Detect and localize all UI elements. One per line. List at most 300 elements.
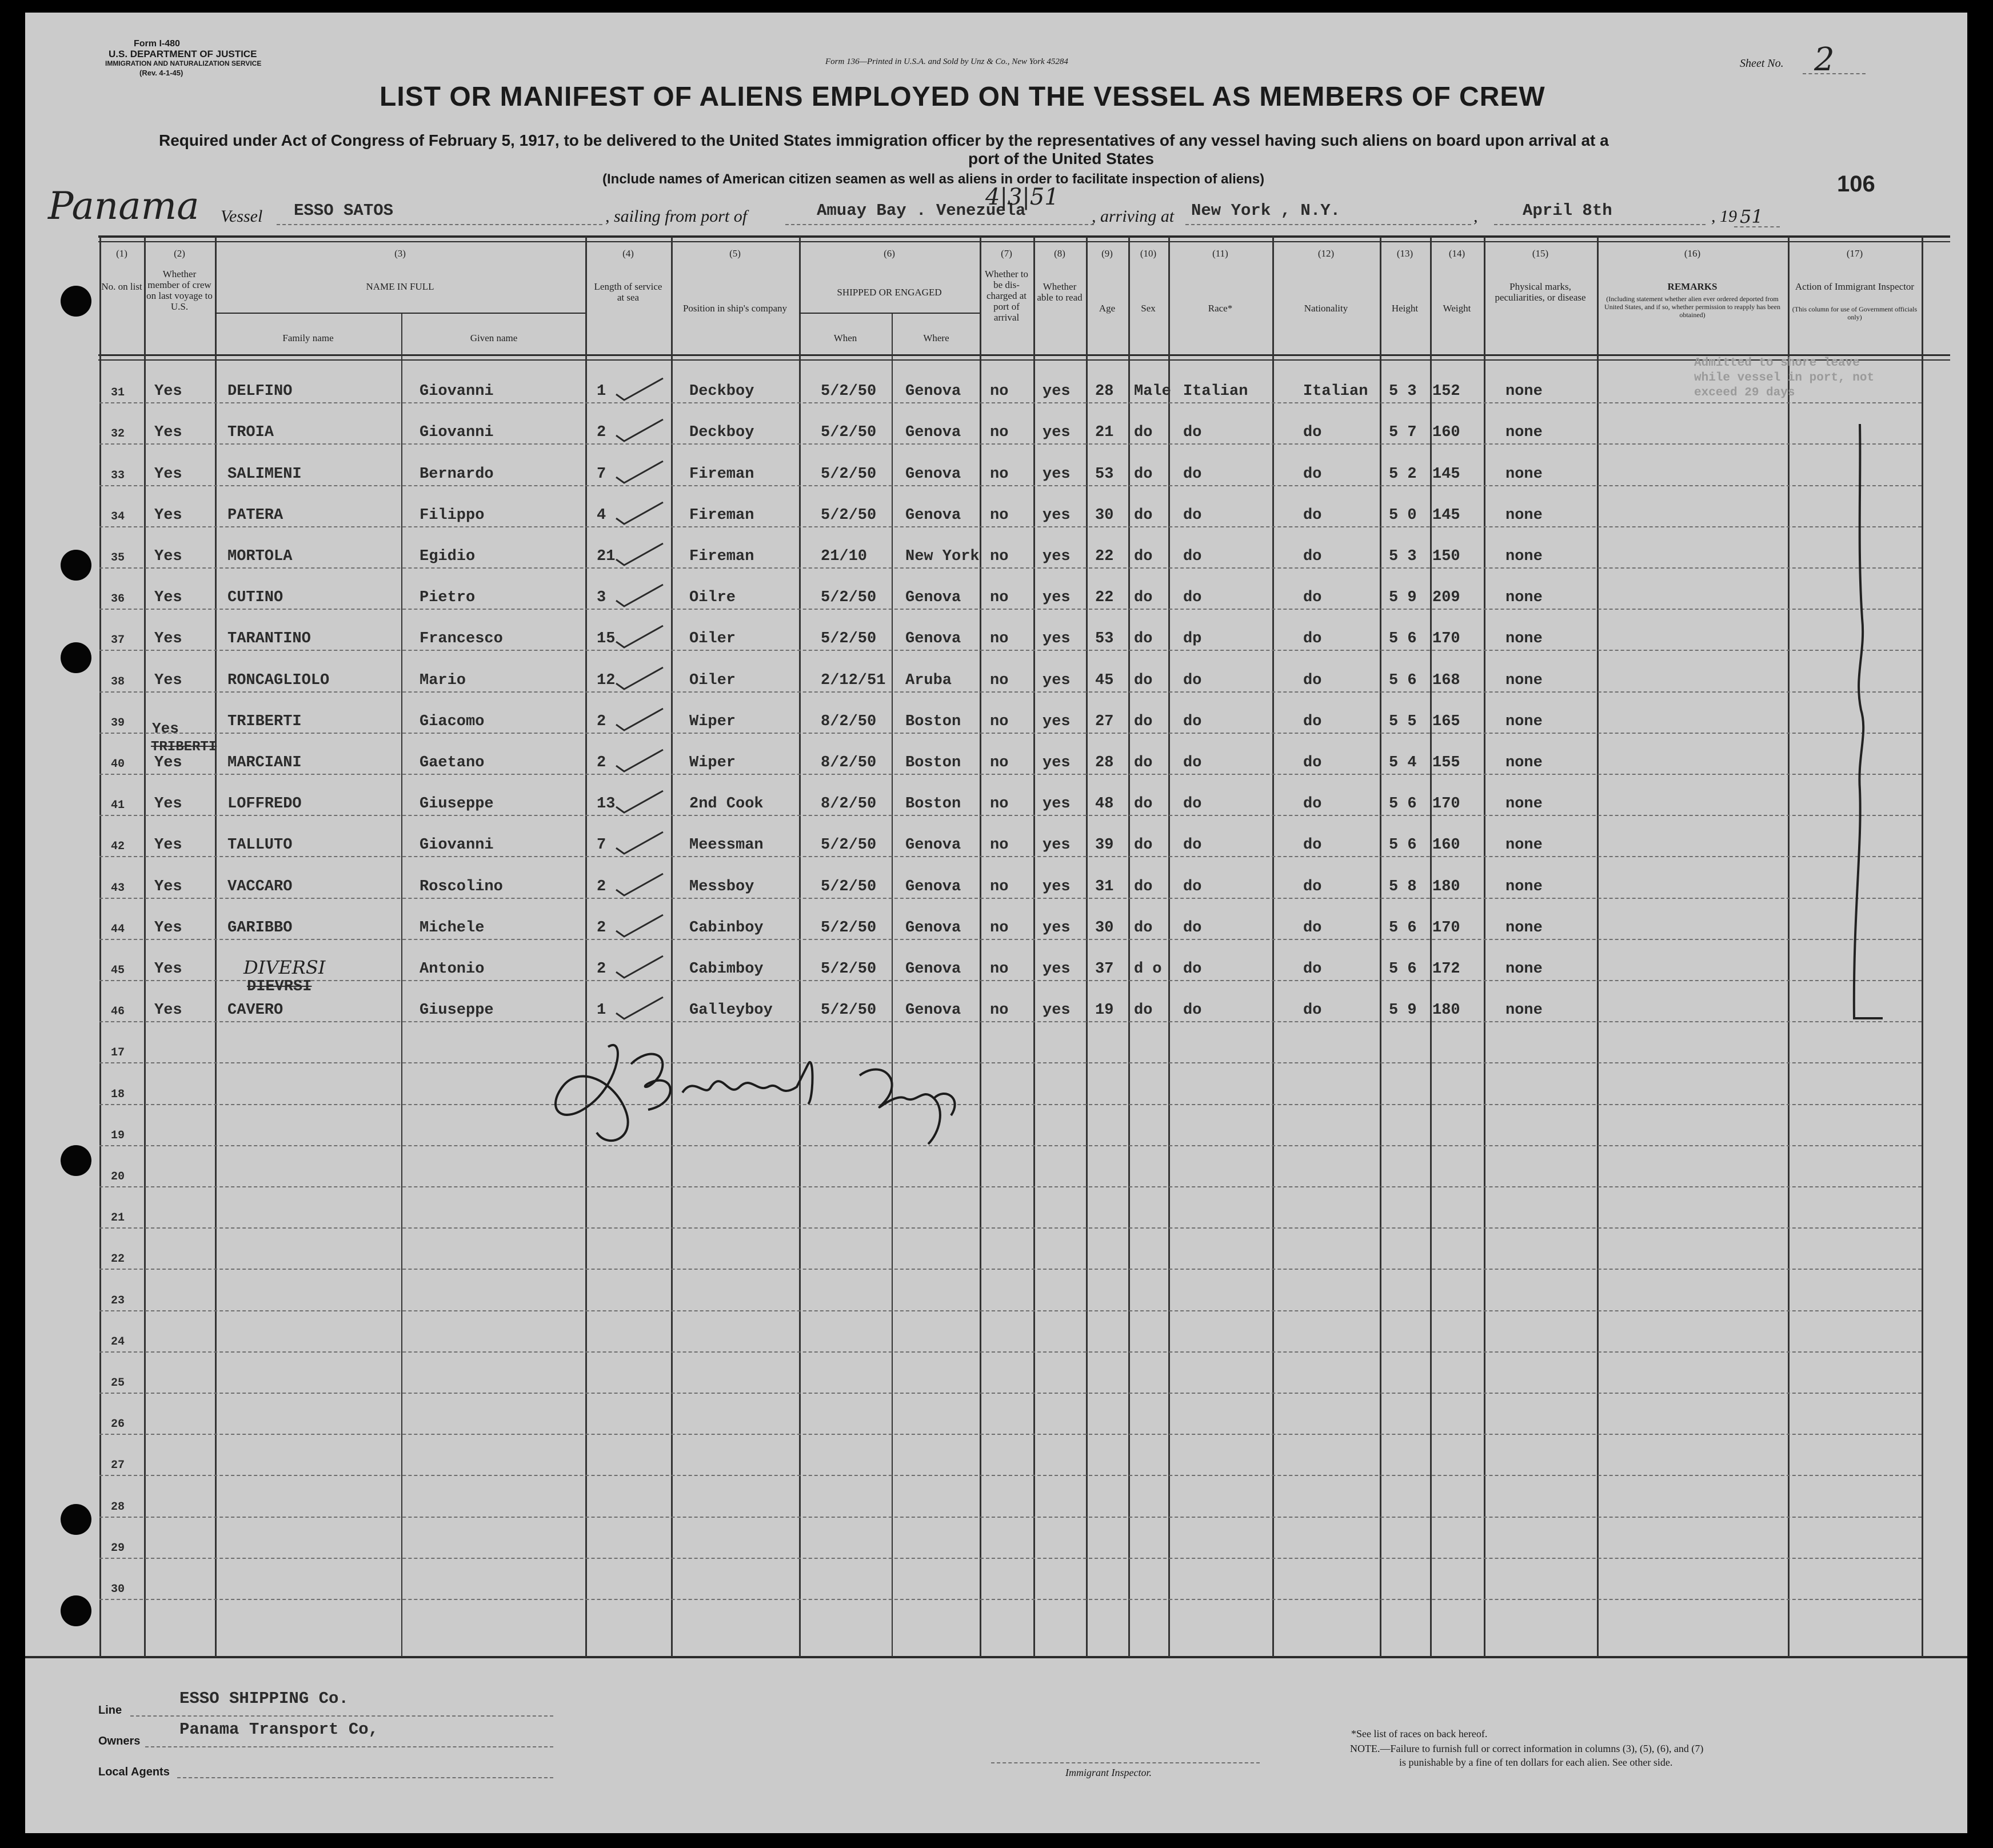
- crew-weight: 150: [1432, 548, 1460, 565]
- row-number: 32: [111, 427, 125, 441]
- row-divider: [99, 485, 1922, 486]
- printer-note: Form 136—Printed in U.S.A. and Sold by Unz & Co., New York 45284: [825, 57, 1068, 66]
- col-header-nationality: Nationality: [1304, 303, 1348, 314]
- crew-shipped-where: Genova: [905, 837, 961, 854]
- crew-length-of-service: 7: [597, 837, 606, 854]
- crew-weight: 160: [1432, 424, 1460, 441]
- crew-race: do: [1183, 589, 1202, 606]
- col-line: [1128, 237, 1130, 1657]
- col-number: (16): [1684, 248, 1701, 259]
- row-divider: [99, 1021, 1922, 1022]
- binder-hole: [61, 1595, 91, 1626]
- owners-label: Owners: [98, 1735, 141, 1747]
- crew-weight: 152: [1432, 383, 1460, 400]
- col-line: [1168, 237, 1170, 1657]
- check-mark-icon: [614, 499, 665, 527]
- crew-sex: do: [1134, 713, 1153, 730]
- crew-age: 21: [1095, 424, 1114, 441]
- crew-family-name: TALLUTO: [227, 837, 293, 854]
- crew-height: 5 6: [1389, 795, 1417, 813]
- crew-family-name: CAVERO: [227, 1002, 283, 1019]
- crew-length-of-service: 1: [597, 1002, 606, 1019]
- crew-length-of-service: 4: [597, 507, 606, 524]
- crew-discharged: no: [990, 961, 1009, 978]
- crew-shipped-where: Genova: [905, 961, 961, 978]
- row-divider: [99, 402, 1922, 403]
- arrival-date: April 8th: [1523, 201, 1612, 220]
- crew-discharged: no: [990, 754, 1009, 771]
- crew-shipped-where: Genova: [905, 466, 961, 483]
- row-divider: [99, 1558, 1922, 1559]
- crew-physical-marks: none: [1505, 548, 1543, 565]
- col-line: [144, 237, 146, 1657]
- binder-hole: [61, 1145, 91, 1176]
- crew-family-name: PATERA: [227, 507, 283, 524]
- remarks-line1: Admitted to shore leave: [1694, 357, 1860, 370]
- crew-given-name: Egidio: [420, 548, 476, 565]
- check-mark-icon: [614, 911, 665, 940]
- crew-age: 19: [1095, 1002, 1114, 1019]
- crew-age: 22: [1095, 548, 1114, 565]
- col-header-family-name: Family name: [282, 333, 334, 343]
- crew-discharged: no: [990, 466, 1009, 483]
- crew-discharged: no: [990, 919, 1009, 937]
- col-line: [1430, 237, 1432, 1657]
- row-number: 17: [111, 1046, 125, 1059]
- col-number: (5): [729, 248, 741, 259]
- vessel-name: ESSO SATOS: [294, 201, 394, 220]
- crew-family-name: TARANTINO: [227, 630, 311, 647]
- crew-given-name: Giovanni: [420, 424, 494, 441]
- crew-shipped-when: 8/2/50: [821, 713, 877, 730]
- crew-position: Cabimboy: [689, 961, 764, 978]
- col-number: (17): [1846, 248, 1863, 259]
- col-number: (8): [1054, 248, 1065, 259]
- line-value: ESSO SHIPPING Co.: [179, 1689, 349, 1708]
- crew-age: 30: [1095, 919, 1114, 937]
- crew-able-to-read: yes: [1043, 919, 1071, 937]
- crew-weight: 155: [1432, 754, 1460, 771]
- row-divider: [99, 1227, 1922, 1229]
- row-divider: [99, 526, 1922, 527]
- crew-length-of-service: 13: [597, 795, 616, 813]
- crew-family-name: MORTOLA: [227, 548, 293, 565]
- crew-able-to-read: yes: [1043, 795, 1071, 813]
- check-mark-icon: [614, 870, 665, 899]
- row-number: 18: [111, 1088, 125, 1101]
- crew-height: 5 6: [1389, 672, 1417, 689]
- subtitle-note: (Include names of American citizen seamen as well as aliens in order to facilitate inspection of aliens): [602, 171, 1265, 187]
- crew-height: 5 5: [1389, 713, 1417, 730]
- col-line: [99, 237, 101, 1657]
- col-header-where: Where: [923, 333, 949, 343]
- col-header-shipped: SHIPPED OR ENGAGED: [837, 287, 942, 298]
- col-header-given-name: Given name: [470, 333, 518, 343]
- crew-position: Oiler: [689, 630, 736, 647]
- crew-discharged: no: [990, 424, 1009, 441]
- crew-nationality: do: [1303, 919, 1322, 937]
- row-number: 21: [111, 1211, 125, 1225]
- date-separator: ,: [1473, 207, 1478, 226]
- crew-weight: 160: [1432, 837, 1460, 854]
- col-number: (12): [1317, 248, 1335, 259]
- row-number: 30: [111, 1583, 125, 1596]
- crew-physical-marks: none: [1505, 961, 1543, 978]
- crew-given-name: Francesco: [420, 630, 503, 647]
- col-number: (4): [622, 248, 634, 259]
- crew-sex: do: [1134, 507, 1153, 524]
- crew-length-of-service: 2: [597, 713, 606, 730]
- races-note: *See list of races on back hereof.: [1351, 1728, 1488, 1739]
- check-mark-icon: [614, 705, 665, 734]
- crew-discharged: no: [990, 589, 1009, 606]
- row-divider: [99, 733, 1922, 734]
- crew-shipped-where: Genova: [905, 383, 961, 400]
- col-line: [215, 237, 217, 1657]
- crew-able-to-read: yes: [1043, 589, 1071, 606]
- service-name: IMMIGRATION AND NATURALIZATION SERVICE: [105, 59, 262, 67]
- col-line: [1033, 237, 1035, 1657]
- crew-nationality: do: [1303, 672, 1322, 689]
- vessel-line: [277, 224, 602, 225]
- year-suffix: 51: [1740, 206, 1763, 227]
- crew-discharged: no: [990, 1002, 1009, 1019]
- check-mark-icon: [614, 746, 665, 775]
- check-mark-icon: [614, 664, 665, 693]
- row-divider: [99, 815, 1922, 816]
- manifest-sheet: [25, 13, 1967, 1833]
- crew-member-yes: Yes: [154, 878, 182, 895]
- crew-discharged: no: [990, 878, 1009, 895]
- correction-family-row15: DIVERSI: [243, 957, 326, 978]
- year-line: [1734, 226, 1780, 227]
- sheet-number-label: Sheet No.: [1740, 57, 1784, 70]
- crew-age: 39: [1095, 837, 1114, 854]
- crew-age: 27: [1095, 713, 1114, 730]
- crew-shipped-when: 5/2/50: [821, 878, 877, 895]
- col-line: [799, 237, 801, 1657]
- crew-shipped-when: 5/2/50: [821, 383, 877, 400]
- crew-given-name: Giovanni: [420, 837, 494, 854]
- crew-race: Italian: [1183, 383, 1248, 400]
- crew-family-name: CUTINO: [227, 589, 283, 606]
- crew-physical-marks: none: [1505, 424, 1543, 441]
- crew-length-of-service: 3: [597, 589, 606, 606]
- crew-nationality: do: [1303, 878, 1322, 895]
- crew-able-to-read: yes: [1043, 383, 1071, 400]
- crew-shipped-where: Boston: [905, 795, 961, 813]
- sailing-line: [785, 224, 1094, 225]
- crew-member-yes: Yes: [154, 672, 182, 689]
- crew-able-to-read: yes: [1043, 630, 1071, 647]
- crew-able-to-read: yes: [1043, 878, 1071, 895]
- row-divider: [99, 980, 1922, 981]
- crew-member-yes: Yes: [154, 548, 182, 565]
- crew-height: 5 3: [1389, 383, 1417, 400]
- crew-race: do: [1183, 919, 1202, 937]
- row-number: 35: [111, 551, 125, 565]
- crew-length-of-service: 21: [597, 548, 616, 565]
- crew-height: 5 2: [1389, 466, 1417, 483]
- crew-race: do: [1183, 672, 1202, 689]
- col-line: [671, 237, 673, 1657]
- crew-height: 5 0: [1389, 507, 1417, 524]
- col-number: (7): [1001, 248, 1012, 259]
- row-divider: [99, 650, 1922, 651]
- crew-shipped-when: 8/2/50: [821, 754, 877, 771]
- crew-member-yes: Yes: [154, 754, 182, 771]
- crew-physical-marks: none: [1505, 672, 1543, 689]
- crew-weight: 209: [1432, 589, 1460, 606]
- crew-member-yes: Yes: [154, 466, 182, 483]
- table-top-rule-thin: [98, 241, 1950, 242]
- crew-race: do: [1183, 837, 1202, 854]
- row-divider: [99, 1434, 1922, 1435]
- col-number: (15): [1532, 248, 1549, 259]
- crew-height: 5 6: [1389, 919, 1417, 937]
- penalty-note-line2: is punishable by a fine of ten dollars for each alien. See other side.: [1399, 1757, 1673, 1768]
- crew-shipped-when: 5/2/50: [821, 961, 877, 978]
- row-divider: [99, 1062, 1922, 1063]
- arrival-port: New York , N.Y.: [1191, 201, 1341, 220]
- crew-length-of-service: 1: [597, 383, 606, 400]
- crew-shipped-where: Boston: [905, 713, 961, 730]
- crew-position: Fireman: [689, 507, 754, 524]
- row-number: 28: [111, 1501, 125, 1514]
- crew-nationality: do: [1303, 961, 1322, 978]
- col-line: [1086, 237, 1088, 1657]
- crew-family-name: SALIMENI: [227, 466, 302, 483]
- col-number: (13): [1396, 248, 1413, 259]
- struck-family-row15: DIEVRSI: [247, 978, 312, 995]
- crew-family-name: TROIA: [227, 424, 274, 441]
- crew-sex: do: [1134, 672, 1153, 689]
- line-label: Line: [98, 1704, 122, 1717]
- crew-shipped-when: 5/2/50: [821, 630, 877, 647]
- crew-length-of-service: 2: [597, 754, 606, 771]
- col-number: (1): [116, 248, 127, 259]
- crew-member-yes: Yes: [154, 630, 182, 647]
- crew-given-name: Pietro: [420, 589, 476, 606]
- col-header-discharged: Whether to be dis-charged at port of arrival: [985, 269, 1028, 323]
- crew-race: do: [1183, 878, 1202, 895]
- crew-weight: 165: [1432, 713, 1460, 730]
- col-line: [1380, 237, 1381, 1657]
- row-divider: [99, 1186, 1922, 1187]
- col-header-name-in-full: NAME IN FULL: [366, 281, 434, 292]
- crew-member-yes: Yes: [154, 961, 182, 978]
- crew-age: 28: [1095, 383, 1114, 400]
- crew-age: 48: [1095, 795, 1114, 813]
- crew-nationality: do: [1303, 1002, 1322, 1019]
- crew-nationality: do: [1303, 795, 1322, 813]
- crew-sex: do: [1134, 878, 1153, 895]
- crew-member-yes: Yes: [154, 507, 182, 524]
- crew-height: 5 7: [1389, 424, 1417, 441]
- arrival-line: [1185, 224, 1471, 225]
- col-header-physical-marks: Physical marks, peculiarities, or disease: [1495, 281, 1586, 303]
- crew-nationality: do: [1303, 424, 1322, 441]
- check-mark-icon: [614, 622, 665, 651]
- crew-race: dp: [1183, 630, 1202, 647]
- crew-race: do: [1183, 713, 1202, 730]
- crew-physical-marks: none: [1505, 630, 1543, 647]
- col-header-when: When: [833, 333, 857, 343]
- crew-height: 5 6: [1389, 630, 1417, 647]
- crew-race: do: [1183, 548, 1202, 565]
- crew-shipped-when: 5/2/50: [821, 589, 877, 606]
- crew-position: Fireman: [689, 466, 754, 483]
- crew-race: do: [1183, 961, 1202, 978]
- col-number: (14): [1448, 248, 1465, 259]
- crew-sex: do: [1134, 589, 1153, 606]
- crew-position: Galleyboy: [689, 1002, 773, 1019]
- row-number: 45: [111, 964, 125, 977]
- crew-sex: Male: [1134, 383, 1171, 400]
- crew-shipped-when: 5/2/50: [821, 507, 877, 524]
- col-header-action-note: (This column for use of Government officials only): [1792, 305, 1918, 321]
- binder-hole: [61, 550, 91, 581]
- remarks-line3: exceed 29 days: [1694, 386, 1795, 399]
- crew-weight: 172: [1432, 961, 1460, 978]
- row-divider: [99, 1351, 1922, 1353]
- owners-dash: [145, 1746, 553, 1747]
- crew-given-name: Giovanni: [420, 383, 494, 400]
- crew-physical-marks: none: [1505, 713, 1543, 730]
- crew-race: do: [1183, 466, 1202, 483]
- check-mark-icon: [614, 994, 665, 1022]
- crew-weight: 170: [1432, 795, 1460, 813]
- crew-family-name: DELFINO: [227, 383, 293, 400]
- crew-weight: 180: [1432, 878, 1460, 895]
- crew-position: Fireman: [689, 548, 754, 565]
- crew-physical-marks: none: [1505, 589, 1543, 606]
- crew-weight: 168: [1432, 672, 1460, 689]
- col-header-length: Length of service at sea: [594, 281, 662, 303]
- crew-weight: 170: [1432, 630, 1460, 647]
- crew-position: Messboy: [689, 878, 754, 895]
- crew-physical-marks: none: [1505, 837, 1543, 854]
- binder-hole: [61, 1504, 91, 1535]
- crew-weight: 170: [1432, 919, 1460, 937]
- row-divider: [99, 609, 1922, 610]
- row-divider: [99, 939, 1922, 940]
- crew-shipped-when: 5/2/50: [821, 466, 877, 483]
- row-number: 33: [111, 469, 125, 482]
- sheet-serial-number: 106: [1837, 171, 1875, 197]
- crew-weight: 145: [1432, 466, 1460, 483]
- row-number: 41: [111, 799, 125, 812]
- crew-nationality: do: [1303, 837, 1322, 854]
- crew-race: do: [1183, 507, 1202, 524]
- crew-given-name: Gaetano: [420, 754, 485, 771]
- row-number: 20: [111, 1170, 125, 1183]
- row-divider: [99, 443, 1922, 445]
- penalty-note-line1: NOTE.—Failure to furnish full or correct information in columns (3), (5), (6), and (7): [1350, 1743, 1704, 1754]
- crew-position: Oilre: [689, 589, 736, 606]
- check-mark-icon: [614, 953, 665, 981]
- crew-shipped-where: Genova: [905, 507, 961, 524]
- row-divider: [99, 1475, 1922, 1476]
- row-divider: [99, 1269, 1922, 1270]
- crew-sex: do: [1134, 424, 1153, 441]
- sailing-port: Amuay Bay . Venezuela: [817, 201, 1026, 220]
- crew-given-name: Roscolino: [420, 878, 503, 895]
- crew-shipped-when: 21/10: [821, 548, 868, 565]
- crew-sex: d o: [1134, 961, 1162, 978]
- arriving-label: , arriving at: [1092, 207, 1175, 226]
- agents-dash: [177, 1777, 553, 1778]
- name-subheader-rule: [215, 313, 585, 314]
- row-divider: [99, 1310, 1922, 1311]
- crew-able-to-read: yes: [1043, 424, 1071, 441]
- crew-shipped-where: Aruba: [905, 672, 952, 689]
- crew-family-name: RONCAGLIOLO: [227, 672, 330, 689]
- col-line: [980, 237, 981, 1657]
- handwritten-date: 4|3|51: [985, 184, 1059, 210]
- row-number: 23: [111, 1294, 125, 1307]
- crew-physical-marks: none: [1505, 1002, 1543, 1019]
- inspector-bracket: [1820, 413, 1888, 1041]
- crew-shipped-when: 5/2/50: [821, 424, 877, 441]
- crew-member-yes: Yes: [154, 795, 182, 813]
- crew-able-to-read: yes: [1043, 507, 1071, 524]
- col-header-action: Action of Immigrant Inspector: [1795, 281, 1915, 292]
- col-line: [1788, 237, 1790, 1657]
- col-number: (3): [394, 248, 406, 259]
- row-number: 36: [111, 593, 125, 606]
- crew-sex: do: [1134, 919, 1153, 937]
- crew-discharged: no: [990, 713, 1009, 730]
- row-divider: [99, 898, 1922, 899]
- crew-able-to-read: yes: [1043, 548, 1071, 565]
- row-divider: [99, 1599, 1922, 1600]
- crew-shipped-where: Genova: [905, 878, 961, 895]
- crew-physical-marks: none: [1505, 878, 1543, 895]
- crew-length-of-service: 2: [597, 878, 606, 895]
- row-divider: [99, 856, 1922, 857]
- crew-height: 5 9: [1389, 589, 1417, 606]
- crew-shipped-where: Genova: [905, 919, 961, 937]
- crew-member-yes: Yes: [154, 424, 182, 441]
- crew-height: 5 3: [1389, 548, 1417, 565]
- crew-physical-marks: none: [1505, 507, 1543, 524]
- check-mark-icon: [614, 458, 665, 486]
- crew-sex: do: [1134, 837, 1153, 854]
- col-line: [1597, 237, 1599, 1657]
- col-header-read: Whether able to read: [1037, 281, 1083, 303]
- crew-able-to-read: yes: [1043, 466, 1071, 483]
- row-number: 19: [111, 1129, 125, 1142]
- col-number: (2): [174, 248, 185, 259]
- table-bottom-rule: [25, 1656, 1967, 1658]
- date-line: [1494, 224, 1706, 225]
- crew-age: 37: [1095, 961, 1114, 978]
- row-number: 39: [111, 717, 125, 730]
- crew-nationality: Italian: [1303, 383, 1368, 400]
- crew-nationality: do: [1303, 630, 1322, 647]
- crew-discharged: no: [990, 507, 1009, 524]
- crew-age: 30: [1095, 507, 1114, 524]
- crew-given-name: Antonio: [420, 961, 485, 978]
- crew-length-of-service: 12: [597, 672, 616, 689]
- crew-shipped-where: Genova: [905, 1002, 961, 1019]
- crew-discharged: no: [990, 672, 1009, 689]
- check-mark-icon: [614, 540, 665, 569]
- crew-member-yes: Yes: [154, 1002, 182, 1019]
- crew-position: Wiper: [689, 713, 736, 730]
- struck-family-row9: TRIBERTI: [151, 739, 217, 755]
